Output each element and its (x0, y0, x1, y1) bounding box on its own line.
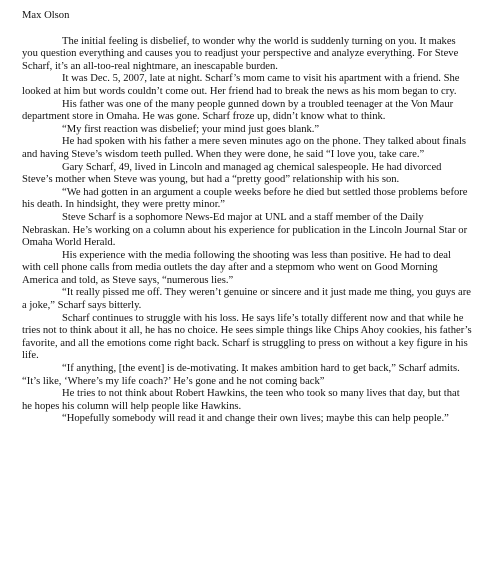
paragraph: “We had gotten in an argument a couple weeks before he died but settled those problems before his death. In hindsight, they were pretty minor.” (22, 186, 468, 211)
paragraph: “If anything, [the event] is de-motivating. It makes ambition hard to get back,” Scharf admits. “It’s like, ‘Where’s my life coach?’ He’s gone and he not coming back” (22, 363, 460, 387)
paragraph: Gary Scharf, 49, lived in Lincoln and managed ag chemical salespeople. He had divorced Steve’s mother when Steve was young, but had a “pretty good” relationship with his son. (22, 161, 442, 186)
paragraph: Steve Scharf is a sophomore News-Ed major at UNL and a staff member of the Daily Nebraskan. He’s working on a column about his experience for publication in the Lincoln Journal Star or Omaha World Herald. (22, 211, 468, 249)
paragraph: His experience with the media following the shooting was less than positive. He had to deal with cell phone calls from media outlets the day after and a stepmom who went on Good Morning America and told, as Steve says, “numerous lies.” (22, 249, 451, 286)
paragraph: His father was one of the many people gunned down by a troubled teenager at the Von Maur department store in Omaha. He was gone. Scharf froze up, didn’t know what to think. (22, 98, 454, 123)
paragraph: “My first reaction was disbelief; your mind just goes blank.” (62, 123, 320, 135)
paragraph: The initial feeling is disbelief, to wonder why the world is suddenly turning on you. It makes you question everything and causes you to readjust your perspective and analyze everything. For Steve Scharf, it’s an all-too-real nightmare, an inescapable burden. (22, 35, 459, 72)
paragraph: He tries to not think about Robert Hawkins, the teen who took so many lives that day, but that he hopes his column will help people like Hawkins. (22, 388, 460, 412)
author-name: Max Olson (22, 10, 70, 21)
paragraph: “It really pissed me off. They weren’t genuine or sincere and it just made me thing, you guys are a joke,” Scharf says bitterly. (22, 287, 471, 312)
article-body (22, 36, 472, 426)
paragraph: He had spoken with his father a mere seven minutes ago on the phone. They talked about finals and having Steve’s wisdom teeth pulled. When they were done, he said “I love you, take care.” (22, 136, 467, 160)
paragraph: It was Dec. 5, 2007, late at night. Scharf’s mom came to visit his apartment with a friend. She looked at him but words couldn’t come out. Her friend had to break the news as his mom began to cry. (22, 73, 460, 97)
paragraph: Scharf continues to struggle with his loss. He says life’s totally different now and that while he tries not to think about it all, he has no choice. He sees simple things like Chips Ahoy cookies, his father’s favorite, and all the emotions come right back. Scharf is struggling to press on without a key figure in his life. (22, 312, 472, 362)
paragraph: “Hopefully somebody will read it and change their own lives; maybe this can help people.” (62, 413, 449, 425)
